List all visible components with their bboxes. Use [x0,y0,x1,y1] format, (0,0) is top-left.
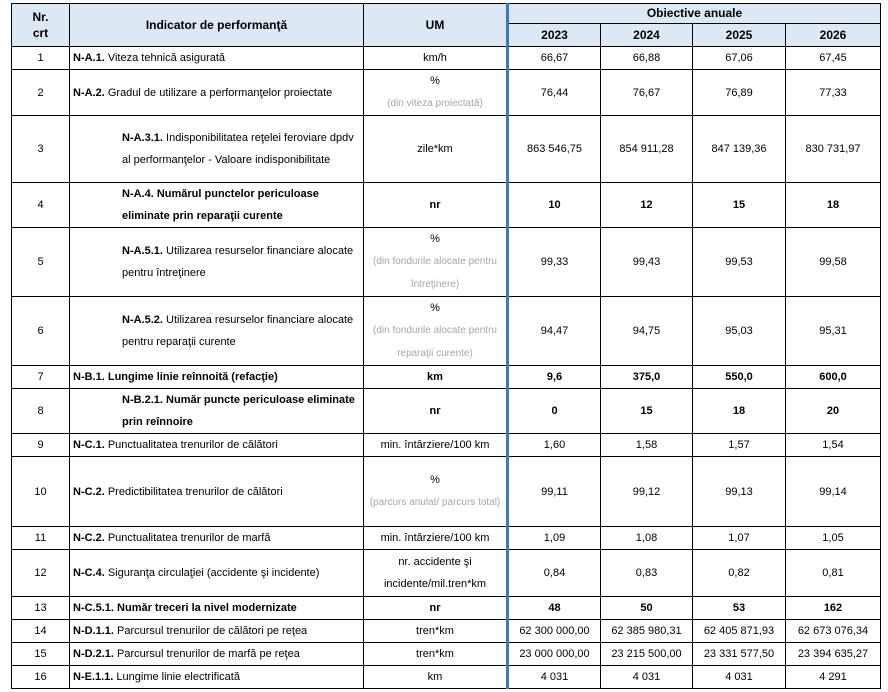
row-nr: 2 [12,70,70,116]
um-cell: km [364,666,508,689]
value-2025: 1,57 [693,434,786,457]
indicator-cell [70,620,364,643]
value-2026: 99,58 [786,228,881,297]
indicator-text: Punctualitatea trenurilor de marfă [107,532,271,544]
table-row [12,550,881,597]
indicator-cell [70,597,364,620]
indicator-cell [70,434,364,457]
value-2025: 53 [693,597,786,620]
value-2023: 66,67 [508,47,601,70]
indicator-cell [70,183,364,228]
value-2025: 95,03 [693,297,786,366]
value-2023: 863 546,75 [508,116,601,183]
indicator-text: Parcursul trenurilor de marfă pe reţea [117,648,300,660]
um-cell [364,228,508,297]
value-2025: 23 331 577,50 [693,643,786,666]
row-nr: 5 [12,228,70,297]
um-cell: nr [364,389,508,434]
um-unit: % [430,75,440,87]
indicator-code: N-E.1.1. [73,671,114,683]
indicator-cell [70,550,364,597]
table-row [12,297,881,366]
value-2023: 10 [508,183,601,228]
table-row [12,527,881,550]
value-2026: 600,0 [786,366,881,389]
indicator-code: N-C.4. [73,567,105,579]
header-indicator: Indicator de performanţă [70,4,364,47]
indicator-code: N-A.5.1. [122,245,163,257]
indicator-cell [70,297,364,366]
indicator-text: Punctualitatea trenurilor de călători [107,439,278,451]
row-nr: 6 [12,297,70,366]
value-2025: 0,82 [693,550,786,597]
row-nr: 14 [12,620,70,643]
indicator-cell [70,116,364,183]
um-cell: km/h [364,47,508,70]
header-crt: crt [32,26,49,40]
indicator-cell [70,666,364,689]
value-2025: 18 [693,389,786,434]
value-2025: 4 031 [693,666,786,689]
value-2024: 76,67 [601,70,693,116]
value-2023: 23 000 000,00 [508,643,601,666]
um-note: (din viteza proiectată) [387,98,483,109]
value-2026: 20 [786,389,881,434]
value-2024: 94,75 [601,297,693,366]
indicator-code: N-C.5.1. [73,602,114,614]
indicator-cell [70,70,364,116]
value-2026: 1,05 [786,527,881,550]
header-nr-crt [12,4,70,47]
table-row [12,47,881,70]
value-2023: 9,6 [508,366,601,389]
um-cell [364,70,508,116]
indicator-code: N-A.4. [122,188,154,200]
indicator-code: N-C.1. [73,439,105,451]
row-nr: 7 [12,366,70,389]
um-note: (din fondurile alocate pentru întreţinere) [373,256,497,290]
header-year-2024: 2024 [601,24,693,47]
value-2024: 1,58 [601,434,693,457]
header-um: UM [364,4,508,47]
value-2024: 62 385 980,31 [601,620,693,643]
value-2023: 62 300 000,00 [508,620,601,643]
indicator-text: Număr puncte periculoase eliminate prin reînnoire [122,394,355,428]
row-nr: 11 [12,527,70,550]
table-row [12,183,881,228]
value-2026: 4 291 [786,666,881,689]
indicator-text: Lungime linie reînnoită (refacţie) [107,371,278,383]
row-nr: 16 [12,666,70,689]
um-cell: zile*km [364,116,508,183]
um-cell: nr [364,183,508,228]
value-2026: 18 [786,183,881,228]
value-2023: 1,60 [508,434,601,457]
row-nr: 1 [12,47,70,70]
value-2023: 48 [508,597,601,620]
value-2025: 62 405 871,93 [693,620,786,643]
value-2023: 76,44 [508,70,601,116]
value-2026: 830 731,97 [786,116,881,183]
table-row [12,434,881,457]
um-unit: % [430,474,440,486]
value-2024: 66,88 [601,47,693,70]
value-2025: 550,0 [693,366,786,389]
row-nr: 9 [12,434,70,457]
indicator-text: Siguranţa circulaţiei (accidente şi incidente) [107,567,320,579]
table-row [12,597,881,620]
value-2023: 99,11 [508,457,601,527]
performance-indicators-table [11,3,881,689]
value-2026: 0,81 [786,550,881,597]
um-unit: % [430,302,440,314]
um-cell: tren*km [364,643,508,666]
indicator-text: Predictibilitatea trenurilor de călători [107,485,283,498]
row-nr: 13 [12,597,70,620]
um-cell: km [364,366,508,389]
indicator-text: Viteza tehnică asigurată [107,52,226,64]
value-2024: 1,08 [601,527,693,550]
header-objectives: Obiective anuale [508,4,881,24]
table-row [12,70,881,116]
indicator-text: Utilizarea resurselor financiare alocate pentru întreţinere [122,245,354,279]
um-note: (parcurs anulat/ parcurs total) [369,497,501,508]
value-2024: 99,12 [601,457,693,527]
indicator-code: N-D.2.1. [73,648,114,660]
row-nr: 12 [12,550,70,597]
value-2023: 4 031 [508,666,601,689]
um-unit: % [430,233,440,245]
value-2025: 847 139,36 [693,116,786,183]
value-2025: 99,13 [693,457,786,527]
value-2024: 0,83 [601,550,693,597]
indicator-cell [70,457,364,527]
indicator-text: Numărul punctelor periculoase eliminate prin reparaţii curente [122,188,319,222]
value-2026: 99,14 [786,457,881,527]
value-2026: 67,45 [786,47,881,70]
indicator-text: Gradul de utilizare a performanţelor proiectate [107,86,333,99]
value-2025: 67,06 [693,47,786,70]
indicator-cell [70,47,364,70]
table-row [12,366,881,389]
value-2024: 50 [601,597,693,620]
indicator-text: Utilizarea resurselor financiare alocate pentru reparaţii curente [122,314,354,348]
indicator-text: Parcursul trenurilor de călători pe reţea [117,625,308,637]
value-2026: 62 673 076,34 [786,620,881,643]
indicator-code: N-A.5.2. [122,314,163,326]
value-2026: 23 394 635,27 [786,643,881,666]
indicator-text: Număr treceri la nivel modernizate [117,602,297,614]
indicator-cell [70,643,364,666]
indicator-code: N-C.2. [73,532,105,544]
value-2026: 95,31 [786,297,881,366]
value-2024: 23 215 500,00 [601,643,693,666]
row-nr: 3 [12,116,70,183]
value-2026: 1,54 [786,434,881,457]
header-year-2023: 2023 [508,24,601,47]
um-cell: min. întârziere/100 km [364,434,508,457]
table-row [12,643,881,666]
value-2023: 1,09 [508,527,601,550]
value-2024: 375,0 [601,366,693,389]
row-nr: 10 [12,457,70,527]
table-row [12,228,881,297]
value-2023: 99,33 [508,228,601,297]
table-row [12,666,881,689]
indicator-text: Indisponibilitatea reţelei feroviare dpdv al performanţelor - Valoare indisponibilitate [122,132,354,166]
um-note: (din fondurile alocate pentru reparaţii curente) [373,325,497,359]
um-cell: min. întârziere/100 km [364,527,508,550]
indicator-cell [70,389,364,434]
value-2023: 94,47 [508,297,601,366]
value-2026: 77,33 [786,70,881,116]
row-nr: 4 [12,183,70,228]
table-row [12,389,881,434]
value-2025: 99,53 [693,228,786,297]
indicator-code: N-B.2.1. [122,394,163,406]
indicator-code: N-B.1. [73,371,105,383]
um-cell: nr. accidente şi incidente/mil.tren*km [364,550,508,597]
indicator-cell [70,366,364,389]
value-2024: 15 [601,389,693,434]
table-row [12,620,881,643]
value-2024: 854 911,28 [601,116,693,183]
indicator-code: N-A.3.1. [122,132,163,144]
um-cell: nr [364,597,508,620]
indicator-code: N-D.1.1. [73,625,114,637]
indicator-cell [70,527,364,550]
value-2026: 162 [786,597,881,620]
row-nr: 15 [12,643,70,666]
value-2023: 0 [508,389,601,434]
header-nr: Nr. [32,10,49,24]
table-row [12,116,881,183]
value-2024: 4 031 [601,666,693,689]
indicator-code: N-A.2. [73,86,105,99]
um-cell: tren*km [364,620,508,643]
value-2024: 99,43 [601,228,693,297]
indicator-cell [70,228,364,297]
indicator-text: Lungime linie electrificată [116,671,240,683]
value-2025: 15 [693,183,786,228]
table-row [12,457,881,527]
indicator-code: N-A.1. [73,52,105,64]
um-cell [364,297,508,366]
header-year-2025: 2025 [693,24,786,47]
value-2024: 12 [601,183,693,228]
value-2025: 76,89 [693,70,786,116]
indicator-code: N-C.2. [73,485,105,498]
header-year-2026: 2026 [786,24,881,47]
value-2025: 1,07 [693,527,786,550]
value-2023: 0,84 [508,550,601,597]
row-nr: 8 [12,389,70,434]
um-cell [364,457,508,527]
